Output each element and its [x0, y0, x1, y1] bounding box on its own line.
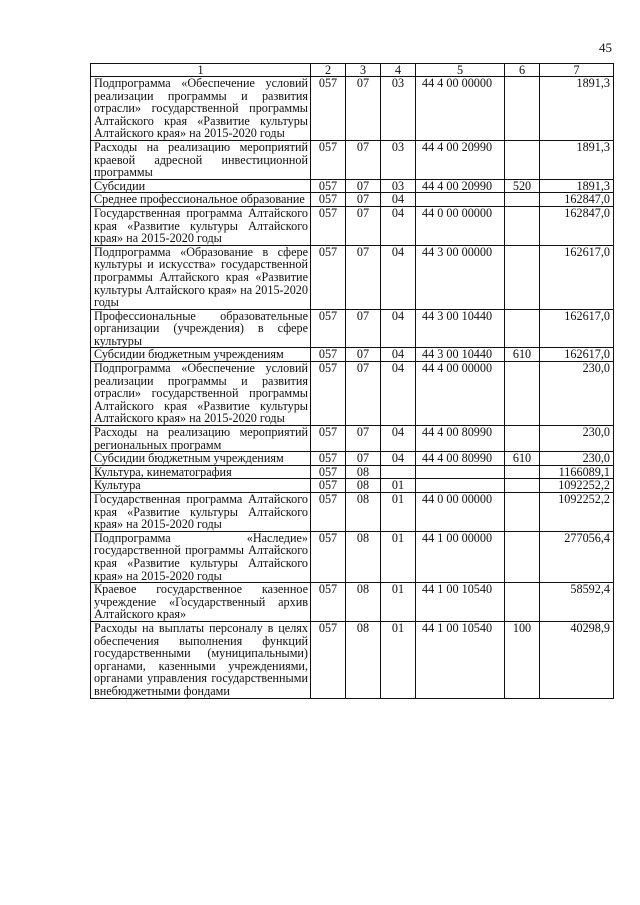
row-amount: 1092252,2	[540, 479, 614, 493]
table-body	[91, 77, 614, 699]
row-amount: 40298,9	[540, 621, 614, 698]
row-target-article: 44 1 00 10540	[416, 583, 505, 622]
row-expense-type: 520	[505, 179, 540, 193]
row-grbs-code: 057	[311, 426, 346, 452]
row-section-code: 08	[346, 621, 381, 698]
row-section-code: 08	[346, 531, 381, 582]
row-section-code: 08	[346, 479, 381, 493]
row-name: Расходы на выплаты персоналу в целях обеспечения выполнения функций государственными (муниципальными) органами, казенными учреждениями, органами управления государственными внебюджетными фондами	[91, 621, 311, 698]
row-grbs-code: 057	[311, 479, 346, 493]
row-subsection-code: 04	[381, 452, 416, 466]
row-grbs-code: 057	[311, 493, 346, 532]
row-amount: 230,0	[540, 362, 614, 426]
row-name: Государственная программа Алтайского края «Развитие культуры Алтайского края» на 2015-2020 годы	[91, 206, 311, 245]
row-name: Расходы на реализацию мероприятий краевой адресной инвестиционной программы	[91, 140, 311, 179]
row-target-article: 44 4 00 20990	[416, 179, 505, 193]
row-expense-type	[505, 493, 540, 532]
row-name: Культура, кинематография	[91, 465, 311, 479]
row-section-code: 08	[346, 583, 381, 622]
row-target-article	[416, 465, 505, 479]
row-expense-type	[505, 206, 540, 245]
row-name: Подпрограмма «Образование в сфере культуры и искусства» государственной программы Алтайского края «Развитие культуры Алтайского края» на 2015-2020 годы	[91, 245, 311, 309]
row-expense-type	[505, 140, 540, 179]
row-amount: 1891,3	[540, 140, 614, 179]
row-grbs-code: 057	[311, 348, 346, 362]
header-row	[91, 64, 614, 77]
row-grbs-code: 057	[311, 140, 346, 179]
row-amount: 58592,4	[540, 583, 614, 622]
row-grbs-code: 057	[311, 309, 346, 348]
row-subsection-code: 01	[381, 479, 416, 493]
row-name: Подпрограмма «Наследие» государственной программы Алтайского края «Развитие культуры Алтайского края» на 2015-2020 годы	[91, 531, 311, 582]
row-name: Подпрограмма «Обеспечение условий реализации программы и развития отрасли» государственной программы Алтайского края «Развитие культуры Алтайского края» на 2015-2020 годы	[91, 77, 311, 141]
row-expense-type	[505, 193, 540, 207]
row-subsection-code: 01	[381, 531, 416, 582]
row-expense-type	[505, 309, 540, 348]
row-subsection-code: 03	[381, 140, 416, 179]
row-target-article: 44 4 00 80990	[416, 426, 505, 452]
header-col-4: 4	[381, 64, 416, 77]
row-grbs-code: 057	[311, 193, 346, 207]
row-section-code: 08	[346, 465, 381, 479]
row-amount: 277056,4	[540, 531, 614, 582]
table-row	[91, 621, 614, 698]
row-name: Субсидии бюджетным учреждениям	[91, 452, 311, 466]
row-amount: 162617,0	[540, 309, 614, 348]
row-subsection-code	[381, 465, 416, 479]
row-name: Культура	[91, 479, 311, 493]
row-section-code: 07	[346, 140, 381, 179]
row-expense-type: 610	[505, 348, 540, 362]
row-grbs-code: 057	[311, 621, 346, 698]
row-amount: 162847,0	[540, 206, 614, 245]
row-amount: 1891,3	[540, 179, 614, 193]
row-target-article: 44 0 00 00000	[416, 206, 505, 245]
table-row	[91, 179, 614, 193]
row-expense-type	[505, 479, 540, 493]
table-row	[91, 583, 614, 622]
row-grbs-code: 057	[311, 583, 346, 622]
row-subsection-code: 04	[381, 362, 416, 426]
table-row	[91, 245, 614, 309]
table-row	[91, 493, 614, 532]
row-grbs-code: 057	[311, 206, 346, 245]
row-target-article: 44 3 00 00000	[416, 245, 505, 309]
row-target-article: 44 4 00 00000	[416, 77, 505, 141]
row-subsection-code: 04	[381, 426, 416, 452]
row-grbs-code: 057	[311, 179, 346, 193]
row-subsection-code: 03	[381, 77, 416, 141]
table-row	[91, 140, 614, 179]
row-expense-type: 100	[505, 621, 540, 698]
row-section-code: 07	[346, 426, 381, 452]
row-amount: 162617,0	[540, 245, 614, 309]
row-expense-type	[505, 362, 540, 426]
row-expense-type	[505, 531, 540, 582]
header-col-2: 2	[311, 64, 346, 77]
table-row	[91, 362, 614, 426]
row-amount: 162847,0	[540, 193, 614, 207]
row-subsection-code: 03	[381, 179, 416, 193]
row-grbs-code: 057	[311, 245, 346, 309]
header-col-3: 3	[346, 64, 381, 77]
row-target-article: 44 3 00 10440	[416, 309, 505, 348]
row-target-article: 44 1 00 10540	[416, 621, 505, 698]
row-name: Краевое государственное казенное учреждение «Государственный архив Алтайского края»	[91, 583, 311, 622]
row-section-code: 07	[346, 179, 381, 193]
table-row	[91, 479, 614, 493]
row-subsection-code: 04	[381, 348, 416, 362]
row-amount: 1891,3	[540, 77, 614, 141]
row-grbs-code: 057	[311, 452, 346, 466]
row-subsection-code: 04	[381, 206, 416, 245]
table-row	[91, 193, 614, 207]
row-section-code: 07	[346, 452, 381, 466]
header-col-1: 1	[91, 64, 311, 77]
row-subsection-code: 04	[381, 309, 416, 348]
budget-table	[90, 63, 614, 699]
budget-table-container	[90, 63, 614, 699]
row-grbs-code: 057	[311, 531, 346, 582]
header-col-5: 5	[416, 64, 505, 77]
table-row	[91, 309, 614, 348]
row-section-code: 08	[346, 493, 381, 532]
row-name: Субсидии бюджетным учреждениям	[91, 348, 311, 362]
table-row	[91, 348, 614, 362]
row-section-code: 07	[346, 309, 381, 348]
row-grbs-code: 057	[311, 465, 346, 479]
row-name: Субсидии	[91, 179, 311, 193]
row-target-article: 44 3 00 10440	[416, 348, 505, 362]
row-amount: 230,0	[540, 452, 614, 466]
row-target-article: 44 0 00 00000	[416, 493, 505, 532]
row-section-code: 07	[346, 77, 381, 141]
row-target-article	[416, 193, 505, 207]
row-subsection-code: 04	[381, 245, 416, 309]
row-expense-type	[505, 465, 540, 479]
row-grbs-code: 057	[311, 77, 346, 141]
row-name: Профессиональные образовательные организации (учреждения) в сфере культуры	[91, 309, 311, 348]
row-subsection-code: 01	[381, 493, 416, 532]
row-amount: 1092252,2	[540, 493, 614, 532]
row-section-code: 07	[346, 206, 381, 245]
row-name: Государственная программа Алтайского края «Развитие культуры Алтайского края» на 2015-2020 годы	[91, 493, 311, 532]
row-expense-type	[505, 77, 540, 141]
row-expense-type	[505, 245, 540, 309]
page-number: 45	[599, 40, 612, 55]
row-grbs-code: 057	[311, 362, 346, 426]
row-target-article: 44 4 00 80990	[416, 452, 505, 466]
table-row	[91, 531, 614, 582]
row-section-code: 07	[346, 193, 381, 207]
row-subsection-code: 01	[381, 621, 416, 698]
row-target-article: 44 4 00 20990	[416, 140, 505, 179]
table-header	[91, 64, 614, 77]
row-amount: 1166089,1	[540, 465, 614, 479]
row-target-article: 44 1 00 00000	[416, 531, 505, 582]
row-expense-type	[505, 583, 540, 622]
row-name: Расходы на реализацию мероприятий региональных программ	[91, 426, 311, 452]
table-row	[91, 426, 614, 452]
row-section-code: 07	[346, 348, 381, 362]
table-row	[91, 77, 614, 141]
row-target-article: 44 4 00 00000	[416, 362, 505, 426]
table-row	[91, 465, 614, 479]
row-section-code: 07	[346, 362, 381, 426]
row-name: Среднее профессиональное образование	[91, 193, 311, 207]
row-section-code: 07	[346, 245, 381, 309]
row-target-article	[416, 479, 505, 493]
row-amount: 162617,0	[540, 348, 614, 362]
header-col-6: 6	[505, 64, 540, 77]
row-expense-type	[505, 426, 540, 452]
table-row	[91, 452, 614, 466]
row-expense-type: 610	[505, 452, 540, 466]
row-amount: 230,0	[540, 426, 614, 452]
row-name: Подпрограмма «Обеспечение условий реализации программы и развития отрасли» государственной программы Алтайского края «Развитие культуры Алтайского края» на 2015-2020 годы	[91, 362, 311, 426]
header-col-7: 7	[540, 64, 614, 77]
row-subsection-code: 04	[381, 193, 416, 207]
table-row	[91, 206, 614, 245]
row-subsection-code: 01	[381, 583, 416, 622]
